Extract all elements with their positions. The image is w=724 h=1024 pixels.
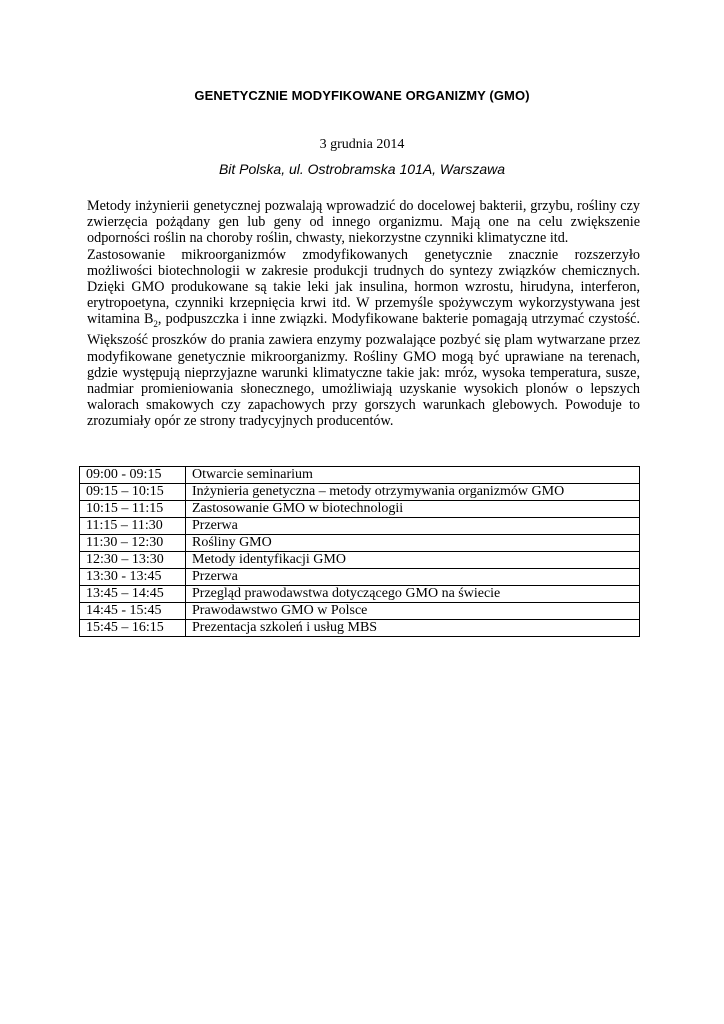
topic-cell: Przegląd prawodawstwa dotyczącego GMO na świecie xyxy=(186,586,640,603)
body-text xyxy=(87,198,640,430)
table-row xyxy=(80,569,640,586)
schedule-table xyxy=(79,466,640,637)
topic-cell: Inżynieria genetyczna – metody otrzymywania organizmów GMO xyxy=(186,484,640,501)
paragraph-2 xyxy=(87,247,640,430)
time-cell: 13:30 - 13:45 xyxy=(80,569,186,586)
topic-cell: Metody identyfikacji GMO xyxy=(186,552,640,569)
time-cell: 09:15 – 10:15 xyxy=(80,484,186,501)
paragraph-1: Metody inżynierii genetycznej pozwalają wprowadzić do docelowej bakterii, grzybu, rośliny czy zwierzęcia pożądany gen lub geny od innego organizmu. Mają one na celu zwiększenie odporności roślin na choroby roślin, chwasty, niekorzystne czynniki klimatyczne itd. xyxy=(87,198,640,247)
paragraph-2-part-1: Zastosowanie mikroorganizmów zmodyfikowanych genetycznie znacznie rozszerzyło możliwości biotechnologii w zakresie produkcji trudnych do syntezy związków chemicznych. Dzięki GMO produkowane są takie leki jak insulina, hormon wzrostu, hirudyna, interferon, erytropoetyna, czynniki krzepnięcia krwi itd. W przemyśle spożywczym wykorzystywana jest witamina B xyxy=(87,246,640,328)
table-row xyxy=(80,484,640,501)
event-date: 3 grudnia 2014 xyxy=(319,137,405,152)
topic-cell: Rośliny GMO xyxy=(186,535,640,552)
table-row xyxy=(80,586,640,603)
table-row xyxy=(80,467,640,484)
paragraph-2-part-2: , podpuszczka i inne związki. Modyfikowane bakterie pomagają utrzymać czystość. Większość proszków do prania zawiera enzymy pozwalające pozbyć się plam wytwarzane przez modyfikowane genetycznie mikroorganizmy. Rośliny GMO mogą być uprawiane na terenach, gdzie występują nieprzyjazne warunki klimatyczne takie jak: mróz, wysoka temperatura, susze, nadmiar promieniowania słonecznego, umożliwiają uzyskanie wysokich plonów o lepszych walorach smakowych czy zapachowych przy gorszych warunkach glebowych. Powoduje to zrozumiały opór ze strony tradycyjnych producentów. xyxy=(87,311,640,430)
event-location: Bit Polska, ul. Ostrobramska 101A, Warszawa xyxy=(218,161,506,177)
table-row xyxy=(80,501,640,518)
table-row xyxy=(80,535,640,552)
topic-cell: Przerwa xyxy=(186,569,640,586)
time-cell: 15:45 – 16:15 xyxy=(80,620,186,637)
topic-cell: Prawodawstwo GMO w Polsce xyxy=(186,603,640,620)
table-row xyxy=(80,620,640,637)
topic-cell: Zastosowanie GMO w biotechnologii xyxy=(186,501,640,518)
time-cell: 11:30 – 12:30 xyxy=(80,535,186,552)
table-row xyxy=(80,552,640,569)
time-cell: 12:30 – 13:30 xyxy=(80,552,186,569)
document-title: GENETYCZNIE MODYFIKOWANE ORGANIZMY (GMO) xyxy=(194,88,530,103)
table-row xyxy=(80,603,640,620)
time-cell: 13:45 – 14:45 xyxy=(80,586,186,603)
subscript-2: 2 xyxy=(153,319,158,330)
table-row xyxy=(80,518,640,535)
time-cell: 14:45 - 15:45 xyxy=(80,603,186,620)
time-cell: 10:15 – 11:15 xyxy=(80,501,186,518)
time-cell: 09:00 - 09:15 xyxy=(80,467,186,484)
topic-cell: Prezentacja szkoleń i usług MBS xyxy=(186,620,640,637)
topic-cell: Przerwa xyxy=(186,518,640,535)
time-cell: 11:15 – 11:30 xyxy=(80,518,186,535)
topic-cell: Otwarcie seminarium xyxy=(186,467,640,484)
